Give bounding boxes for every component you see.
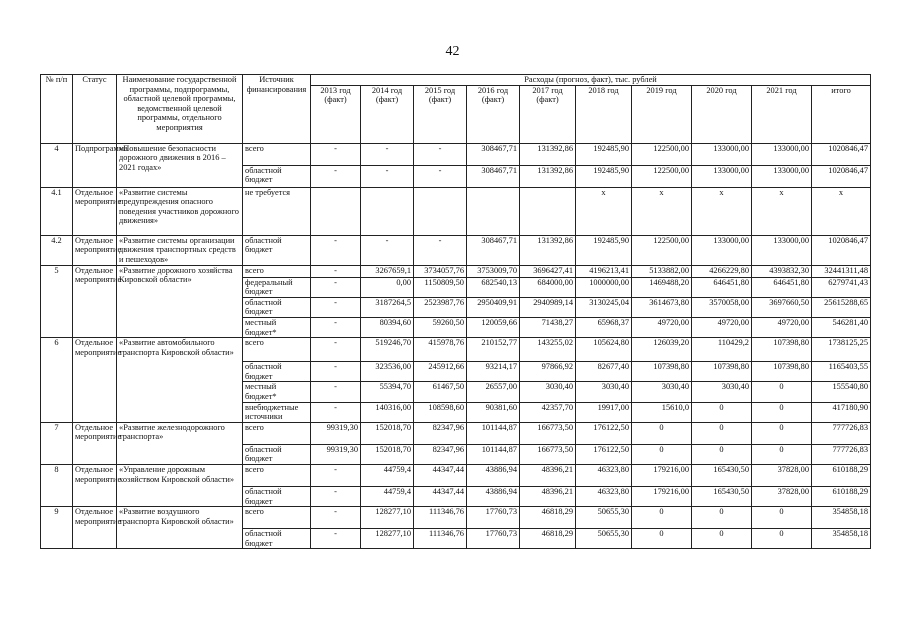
value-cell: 2523987,76 [414,297,467,317]
value-cell: 82347,96 [414,444,467,464]
value-cell: 0 [632,529,692,549]
value-cell: 3030,40 [632,382,692,402]
row-status: Отдельное мероприятие [73,422,117,464]
value-cell: 152018,70 [361,422,414,444]
row-number: 7 [41,422,73,464]
value-cell: 176122,50 [576,422,632,444]
value-cell: 519246,70 [361,338,414,362]
value-cell: 179216,00 [632,464,692,486]
row-name: «Развитие системы организации движения транспортных средств и пешеходов» [117,235,243,265]
total-cell: 155540,80 [812,382,871,402]
row-status: Отдельное мероприятие [73,338,117,423]
value-cell: 17760,73 [467,507,520,529]
value-cell: 3030,40 [576,382,632,402]
row-source: областной бюджет [243,297,311,317]
value-cell: 43886,94 [467,464,520,486]
value-cell: 133000,00 [752,235,812,265]
row-source: местный бюджет* [243,382,311,402]
value-cell: 44347,44 [414,464,467,486]
row-source: областной бюджет [243,529,311,549]
value-cell: 0 [752,507,812,529]
row-status: Отдельное мероприятие [73,187,117,235]
row-status: Отдельное мероприятие [73,464,117,506]
row-name: «Развитие автомобильного транспорта Кировской области» [117,338,243,423]
row-name: «Развитие железнодорожного транспорта» [117,422,243,464]
value-cell: 3030,40 [520,382,576,402]
value-cell: 0,00 [361,277,414,297]
value-cell: 0 [752,444,812,464]
table-row [41,422,871,444]
value-cell: 3570058,00 [692,297,752,317]
total-cell: 1020846,47 [812,165,871,187]
header-total: итого [812,85,871,143]
value-cell: 308467,71 [467,235,520,265]
header-year: 2014 год (факт) [361,85,414,143]
value-cell: - [311,486,361,506]
value-cell: x [632,187,692,235]
value-cell: 61467,50 [414,382,467,402]
value-cell: 323536,00 [361,362,414,382]
value-cell: 46323,80 [576,486,632,506]
value-cell: 4266229,80 [692,265,752,277]
value-cell: 17760,73 [467,529,520,549]
value-cell: 107398,80 [692,362,752,382]
value-cell: 80394,60 [361,317,414,337]
value-cell: 5133882,00 [632,265,692,277]
header-status: Статус [73,75,117,144]
row-number: 4.2 [41,235,73,265]
value-cell: 59260,50 [414,317,467,337]
value-cell: 46818,29 [520,529,576,549]
value-cell: 682540,13 [467,277,520,297]
value-cell: - [311,529,361,549]
row-source: не требуется [243,187,311,235]
value-cell: 308467,71 [467,165,520,187]
header-year: 2017 год (факт) [520,85,576,143]
value-cell: 55394,70 [361,382,414,402]
total-cell: 777726,83 [812,422,871,444]
total-cell: x [812,187,871,235]
value-cell: 0 [632,507,692,529]
row-name: «Развитие системы предупреждения опасного поведения участников дорожного движения» [117,187,243,235]
value-cell: 3697660,50 [752,297,812,317]
value-cell: 0 [692,402,752,422]
value-cell: 44759,4 [361,464,414,486]
value-cell: - [414,165,467,187]
total-cell: 1165403,55 [812,362,871,382]
total-cell: 6279741,43 [812,277,871,297]
header-year: 2016 год (факт) [467,85,520,143]
header-year: 2013 год (факт) [311,85,361,143]
row-number: 4.1 [41,187,73,235]
value-cell: - [311,235,361,265]
value-cell: 140316,00 [361,402,414,422]
value-cell: 46818,29 [520,507,576,529]
value-cell: 105624,80 [576,338,632,362]
value-cell: 308467,71 [467,143,520,165]
value-cell: 126039,20 [632,338,692,362]
table-row [41,143,871,165]
header-source: Источник финансирования [243,75,311,144]
value-cell: 0 [752,382,812,402]
value-cell: 82677,40 [576,362,632,382]
table-row [41,235,871,265]
value-cell: 3614673,80 [632,297,692,317]
value-cell: 65968,37 [576,317,632,337]
value-cell: 3030,40 [692,382,752,402]
row-source: всего [243,265,311,277]
value-cell: 133000,00 [692,165,752,187]
value-cell [467,187,520,235]
value-cell: 0 [692,529,752,549]
value-cell: 0 [752,529,812,549]
value-cell: 111346,76 [414,507,467,529]
value-cell: 49720,00 [752,317,812,337]
value-cell: 3696427,41 [520,265,576,277]
value-cell [361,187,414,235]
value-cell: 110429,2 [692,338,752,362]
row-source: всего [243,422,311,444]
total-cell: 1738125,25 [812,338,871,362]
value-cell: 122500,00 [632,165,692,187]
total-cell: 1020846,47 [812,143,871,165]
value-cell: 111346,76 [414,529,467,549]
row-source: областной бюджет [243,486,311,506]
total-cell: 32441311,48 [812,265,871,277]
value-cell: - [361,165,414,187]
value-cell: 646451,80 [752,277,812,297]
value-cell: 4393832,30 [752,265,812,277]
total-cell: 777726,83 [812,444,871,464]
value-cell: 1000000,00 [576,277,632,297]
value-cell: 128277,10 [361,507,414,529]
value-cell: - [311,165,361,187]
value-cell: 101144,87 [467,444,520,464]
value-cell: 50655,30 [576,529,632,549]
row-source: внебюджетные источники [243,402,311,422]
value-cell: 37828,00 [752,464,812,486]
value-cell [520,187,576,235]
row-name: «Повышение безопасности дорожного движения в 2016 – 2021 годах» [117,143,243,187]
total-cell: 610188,29 [812,486,871,506]
row-name: «Развитие воздушного транспорта Кировской области» [117,507,243,549]
value-cell: 101144,87 [467,422,520,444]
value-cell: 37828,00 [752,486,812,506]
value-cell: 646451,80 [692,277,752,297]
value-cell: 120059,66 [467,317,520,337]
value-cell: 97866,92 [520,362,576,382]
table-row [41,265,871,277]
value-cell: - [311,317,361,337]
row-status: Отдельное мероприятие [73,235,117,265]
value-cell: 0 [632,444,692,464]
value-cell: 82347,96 [414,422,467,444]
row-number: 4 [41,143,73,187]
value-cell: 152018,70 [361,444,414,464]
value-cell: 107398,80 [632,362,692,382]
value-cell: 133000,00 [752,165,812,187]
page-number: 42 [445,44,460,59]
value-cell: 131392,86 [520,143,576,165]
value-cell: 165430,50 [692,464,752,486]
value-cell: 128277,10 [361,529,414,549]
value-cell: 71438,27 [520,317,576,337]
table-row [41,507,871,529]
value-cell: 192485,90 [576,165,632,187]
header-num: № п/п [41,75,73,144]
value-cell: - [311,362,361,382]
value-cell: 44347,44 [414,486,467,506]
header-name: Наименование государственной программы, подпрограммы, областной целевой программы, ведомственной целевой программы, отдельного мероприятия [117,75,243,144]
row-number: 9 [41,507,73,549]
value-cell [414,187,467,235]
row-source: всего [243,507,311,529]
row-source: областной бюджет [243,444,311,464]
value-cell: - [311,143,361,165]
value-cell: 99319,30 [311,422,361,444]
value-cell: 50655,30 [576,507,632,529]
value-cell: 2940989,14 [520,297,576,317]
value-cell: - [311,402,361,422]
value-cell: x [576,187,632,235]
value-cell: 15610,0 [632,402,692,422]
value-cell: 2950409,91 [467,297,520,317]
row-name: «Управление дорожным хозяйством Кировской области» [117,464,243,506]
header-year: 2015 год (факт) [414,85,467,143]
value-cell: 42357,70 [520,402,576,422]
table-row [41,338,871,362]
value-cell: 46323,80 [576,464,632,486]
value-cell: 49720,00 [632,317,692,337]
value-cell: x [692,187,752,235]
row-number: 5 [41,265,73,338]
value-cell: 192485,90 [576,143,632,165]
value-cell: x [752,187,812,235]
value-cell: - [311,507,361,529]
value-cell: 0 [692,444,752,464]
value-cell: 93214,17 [467,362,520,382]
header-year: 2019 год [632,85,692,143]
expenses-table [40,74,871,549]
value-cell: 48396,21 [520,486,576,506]
row-source: всего [243,464,311,486]
value-cell: 49720,00 [692,317,752,337]
total-cell: 354858,18 [812,529,871,549]
value-cell: 245912,66 [414,362,467,382]
value-cell: 4196213,41 [576,265,632,277]
value-cell: - [311,297,361,317]
value-cell: - [361,143,414,165]
value-cell: 0 [632,422,692,444]
value-cell: - [414,143,467,165]
value-cell: - [311,265,361,277]
value-cell: 133000,00 [692,143,752,165]
value-cell: 19917,00 [576,402,632,422]
value-cell: 3130245,04 [576,297,632,317]
value-cell: 107398,80 [752,362,812,382]
row-source: всего [243,338,311,362]
value-cell: 133000,00 [752,143,812,165]
value-cell: 3267659,1 [361,265,414,277]
row-number: 6 [41,338,73,423]
value-cell: 0 [752,422,812,444]
table-row [41,464,871,486]
value-cell: 131392,86 [520,235,576,265]
header-expenses: Расходы (прогноз, факт), тыс. рублей [311,75,871,86]
value-cell: 108598,60 [414,402,467,422]
value-cell: 90381,60 [467,402,520,422]
row-source: областной бюджет [243,362,311,382]
header-year: 2018 год [576,85,632,143]
value-cell: 43886,94 [467,486,520,506]
value-cell: 122500,00 [632,235,692,265]
row-status: Подпрограмма [73,143,117,187]
header-year: 2020 год [692,85,752,143]
value-cell: 44759,4 [361,486,414,506]
value-cell: 133000,00 [692,235,752,265]
value-cell: 107398,80 [752,338,812,362]
value-cell: 122500,00 [632,143,692,165]
value-cell: - [311,338,361,362]
header-year: 2021 год [752,85,812,143]
value-cell: 143255,02 [520,338,576,362]
value-cell: 210152,77 [467,338,520,362]
row-source: областной бюджет [243,165,311,187]
value-cell: - [311,464,361,486]
value-cell: 0 [692,507,752,529]
value-cell: 3734057,76 [414,265,467,277]
row-source: областной бюджет [243,235,311,265]
value-cell: 3187264,5 [361,297,414,317]
value-cell: 1150809,50 [414,277,467,297]
value-cell: 1469488,20 [632,277,692,297]
value-cell: 131392,86 [520,165,576,187]
value-cell: 0 [752,402,812,422]
table-row [41,187,871,235]
row-number: 8 [41,464,73,506]
value-cell: 176122,50 [576,444,632,464]
value-cell: 26557,00 [467,382,520,402]
value-cell: - [311,382,361,402]
total-cell: 546281,40 [812,317,871,337]
value-cell: 415978,76 [414,338,467,362]
value-cell: 684000,00 [520,277,576,297]
total-cell: 354858,18 [812,507,871,529]
value-cell: 166773,50 [520,444,576,464]
value-cell: - [311,277,361,297]
value-cell: 165430,50 [692,486,752,506]
row-source: федеральный бюджет [243,277,311,297]
row-source: местный бюджет* [243,317,311,337]
total-cell: 417180,90 [812,402,871,422]
total-cell: 1020846,47 [812,235,871,265]
row-status: Отдельное мероприятие [73,265,117,338]
value-cell: 99319,30 [311,444,361,464]
value-cell [311,187,361,235]
value-cell: 48396,21 [520,464,576,486]
value-cell: - [361,235,414,265]
row-status: Отдельное мероприятие [73,507,117,549]
value-cell: 179216,00 [632,486,692,506]
row-source: всего [243,143,311,165]
value-cell: - [414,235,467,265]
row-name: «Развитие дорожного хозяйства Кировской области» [117,265,243,338]
total-cell: 25615288,65 [812,297,871,317]
value-cell: 166773,50 [520,422,576,444]
total-cell: 610188,29 [812,464,871,486]
value-cell: 0 [692,422,752,444]
value-cell: 3753009,70 [467,265,520,277]
value-cell: 192485,90 [576,235,632,265]
